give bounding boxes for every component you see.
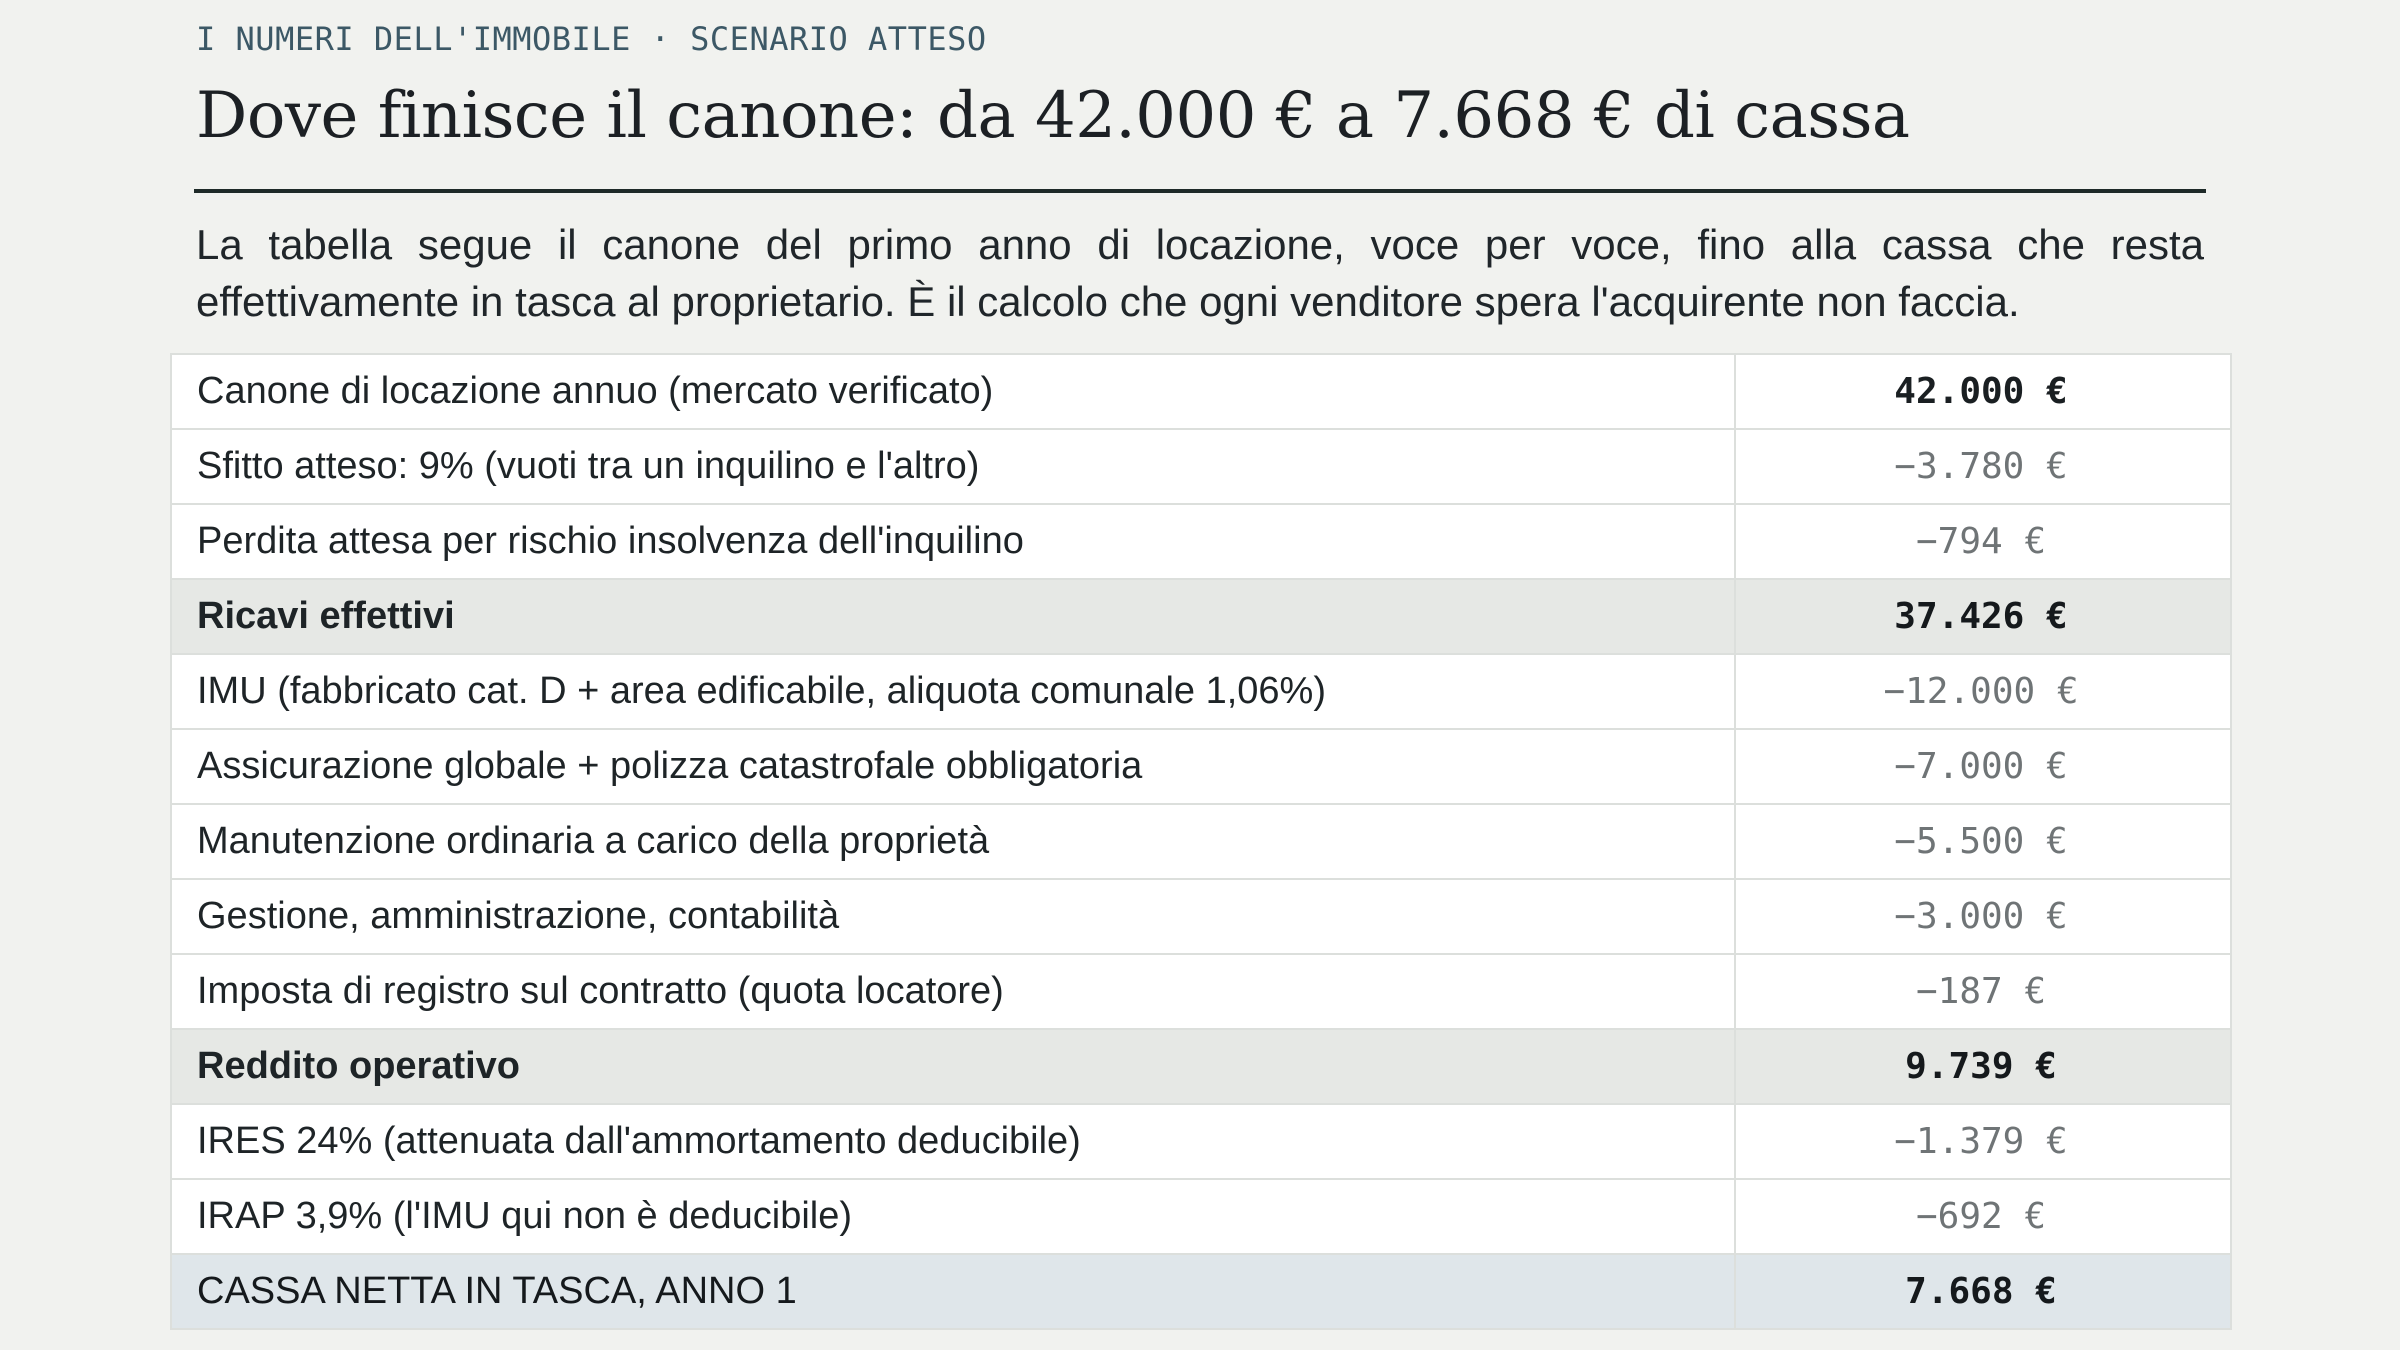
section-kicker: I NUMERI DELL'IMMOBILE · SCENARIO ATTESO <box>196 20 987 58</box>
table-row-maintenance <box>171 804 2231 879</box>
intro-paragraph: La tabella segue il canone del primo anno di locazione, voce per voce, fino alla cassa che resta effettivamente in tasca al proprietario. È il calcolo che ogni venditore spera l'acquirente non faccia. <box>196 221 2204 325</box>
row-label: IRAP 3,9% (l'IMU qui non è deducibile) <box>171 1179 1735 1254</box>
row-label: Manutenzione ordinaria a carico della proprietà <box>171 804 1735 879</box>
row-value: −1.379 € <box>1735 1104 2231 1179</box>
row-label: IMU (fabbricato cat. D + area edificabile, aliquota comunale 1,06%) <box>171 654 1735 729</box>
row-value: 42.000 € <box>1735 354 2231 429</box>
table-row-net-cash <box>171 1254 2231 1329</box>
table-row-vacancy <box>171 429 2231 504</box>
title-divider <box>194 189 2206 193</box>
row-value: −12.000 € <box>1735 654 2231 729</box>
row-value: 37.426 € <box>1735 579 2231 654</box>
table-row-ires <box>171 1104 2231 1179</box>
table-row-annual-rent <box>171 354 2231 429</box>
table-row-management <box>171 879 2231 954</box>
row-label: Ricavi effettivi <box>171 579 1735 654</box>
row-label: IRES 24% (attenuata dall'ammortamento deducibile) <box>171 1104 1735 1179</box>
row-label: Reddito operativo <box>171 1029 1735 1104</box>
row-value: −187 € <box>1735 954 2231 1029</box>
row-value: −7.000 € <box>1735 729 2231 804</box>
row-label: Gestione, amministrazione, contabilità <box>171 879 1735 954</box>
table-row-irap <box>171 1179 2231 1254</box>
page-title: Dove finisce il canone: da 42.000 € a 7.668 € di cassa <box>196 79 1910 153</box>
table-row-imu <box>171 654 2231 729</box>
row-label: CASSA NETTA IN TASCA, ANNO 1 <box>171 1254 1735 1329</box>
table-row-registration-tax <box>171 954 2231 1029</box>
row-value: −5.500 € <box>1735 804 2231 879</box>
table-row-operating-income <box>171 1029 2231 1104</box>
row-value: 9.739 € <box>1735 1029 2231 1104</box>
row-label: Canone di locazione annuo (mercato verificato) <box>171 354 1735 429</box>
table-row-insolvency-loss <box>171 504 2231 579</box>
table-row-insurance <box>171 729 2231 804</box>
table-row-effective-revenue <box>171 579 2231 654</box>
row-label: Sfitto atteso: 9% (vuoti tra un inquilino e l'altro) <box>171 429 1735 504</box>
row-label: Imposta di registro sul contratto (quota locatore) <box>171 954 1735 1029</box>
row-value: −3.000 € <box>1735 879 2231 954</box>
row-value: −794 € <box>1735 504 2231 579</box>
row-value: −3.780 € <box>1735 429 2231 504</box>
row-label: Perdita attesa per rischio insolvenza dell'inquilino <box>171 504 1735 579</box>
row-value: −692 € <box>1735 1179 2231 1254</box>
cash-flow-table <box>170 353 2232 1330</box>
row-label: Assicurazione globale + polizza catastrofale obbligatoria <box>171 729 1735 804</box>
row-value: 7.668 € <box>1735 1254 2231 1329</box>
